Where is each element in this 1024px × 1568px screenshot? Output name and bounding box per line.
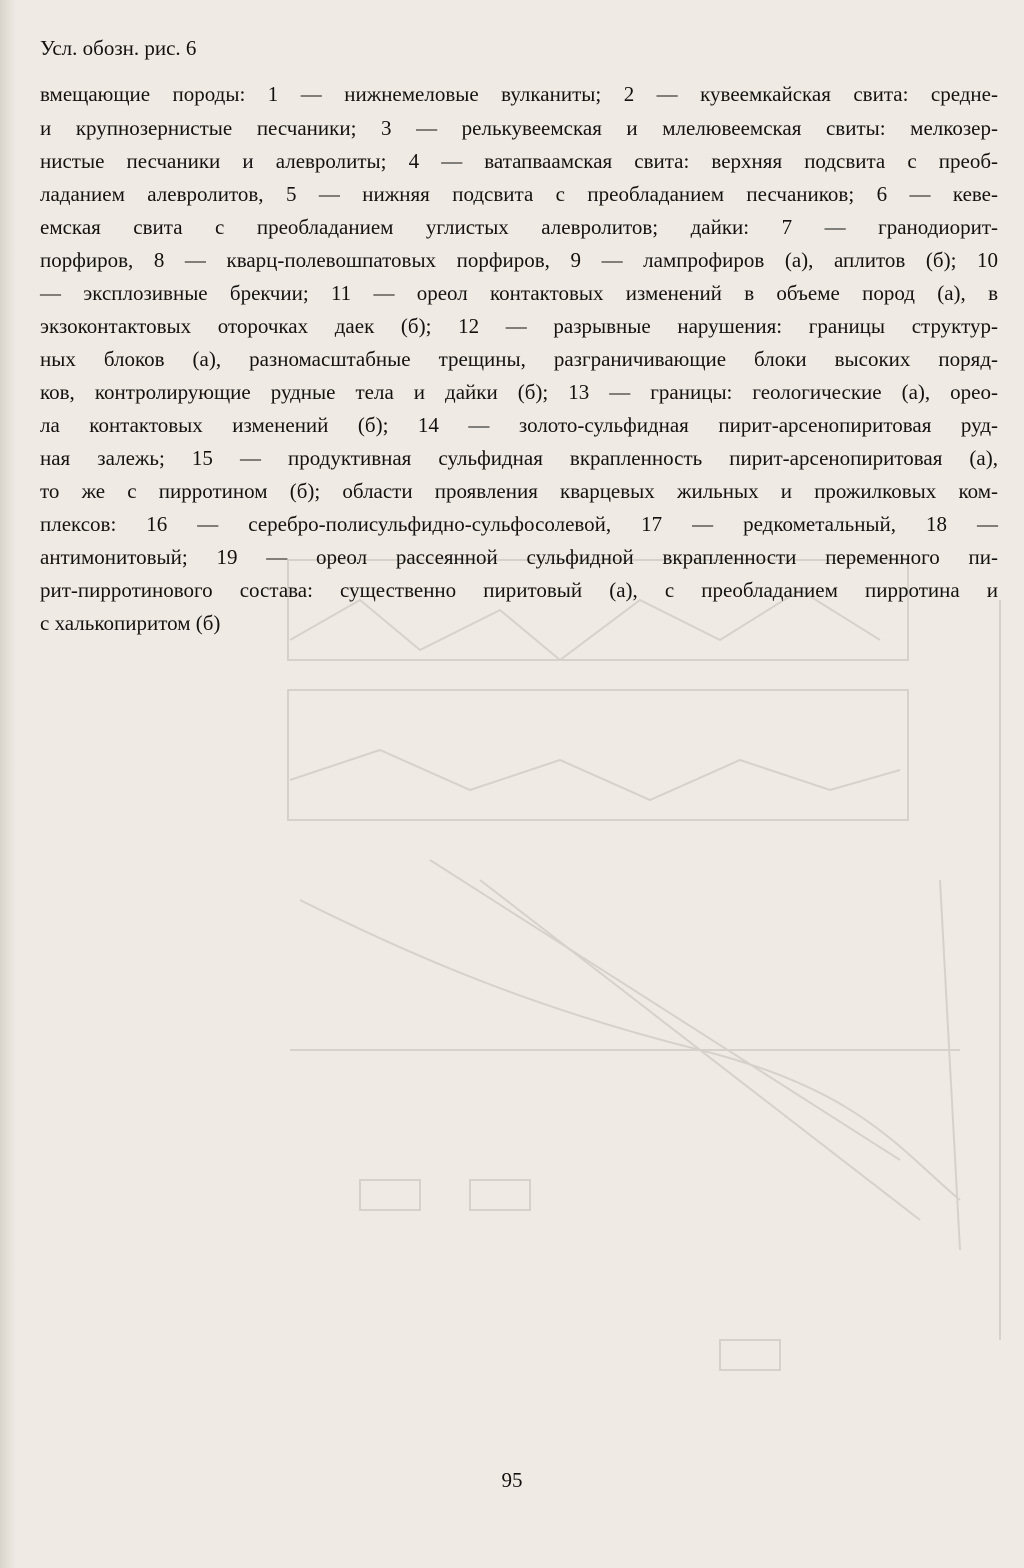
caption-line: ных блоков (а), разномасштабные трещины, разграничивающие блоки высоких поряд- <box>40 347 998 371</box>
caption-line: порфиров, 8 — кварц-полевошпатовых порфиров, 9 — лампрофиров (а), аплитов (б); 10 <box>40 248 998 272</box>
caption-line: ла контактовых изменений (б); 14 — золото-сульфидная пирит-арсенопиритовая руд- <box>40 413 998 437</box>
page-number: 95 <box>501 1468 523 1492</box>
caption-line: и крупнозернистые песчаники; 3 — релькувеемская и млелювеемская свиты: мелкозер- <box>40 116 998 140</box>
caption-line: плексов: 16 — серебро-полисульфидно-сульфосолевой, 17 — редкометальный, 18 — <box>40 512 998 536</box>
caption-line: рит-пирротинового состава: существенно пиритовый (а), с преобладанием пирротина и <box>40 578 998 602</box>
caption-line: ладанием алевролитов, 5 — нижняя подсвита с преобладанием песчаников; 6 — кеве- <box>40 182 998 206</box>
caption-line: ная залежь; 15 — продуктивная сульфидная вкрапленность пирит-арсенопиритовая (а), <box>40 446 998 470</box>
caption-line: — эксплозивные брекчии; 11 — ореол контактовых изменений в объеме пород (а), в <box>40 281 998 305</box>
caption-heading: Усл. обозн. рис. 6 <box>40 36 197 60</box>
caption-line: ков, контролирующие рудные тела и дайки (б); 13 — границы: геологические (а), орео- <box>40 380 998 404</box>
caption-line: то же с пирротином (б); области проявления кварцевых жильных и прожилковых ком- <box>40 479 998 503</box>
caption-line: экзоконтактовых оторочках даек (б); 12 — разрывные нарушения: границы структур- <box>40 314 998 338</box>
caption-line: емская свита с преобладанием углистых алевролитов; дайки: 7 — гранодиорит- <box>40 215 998 239</box>
caption-line: вмещающие породы: 1 — нижнемеловые вулканиты; 2 — кувеемкайская свита: средне- <box>40 82 998 106</box>
caption-line: антимонитовый; 19 — ореол рассеянной сульфидной вкрапленности переменного пи- <box>40 545 998 569</box>
caption-line: нистые песчаники и алевролиты; 4 — ватапваамская свита: верхняя подсвита с преоб- <box>40 149 998 173</box>
page-spine-shadow <box>0 0 16 1568</box>
caption-line: с халькопиритом (б) <box>40 611 221 635</box>
